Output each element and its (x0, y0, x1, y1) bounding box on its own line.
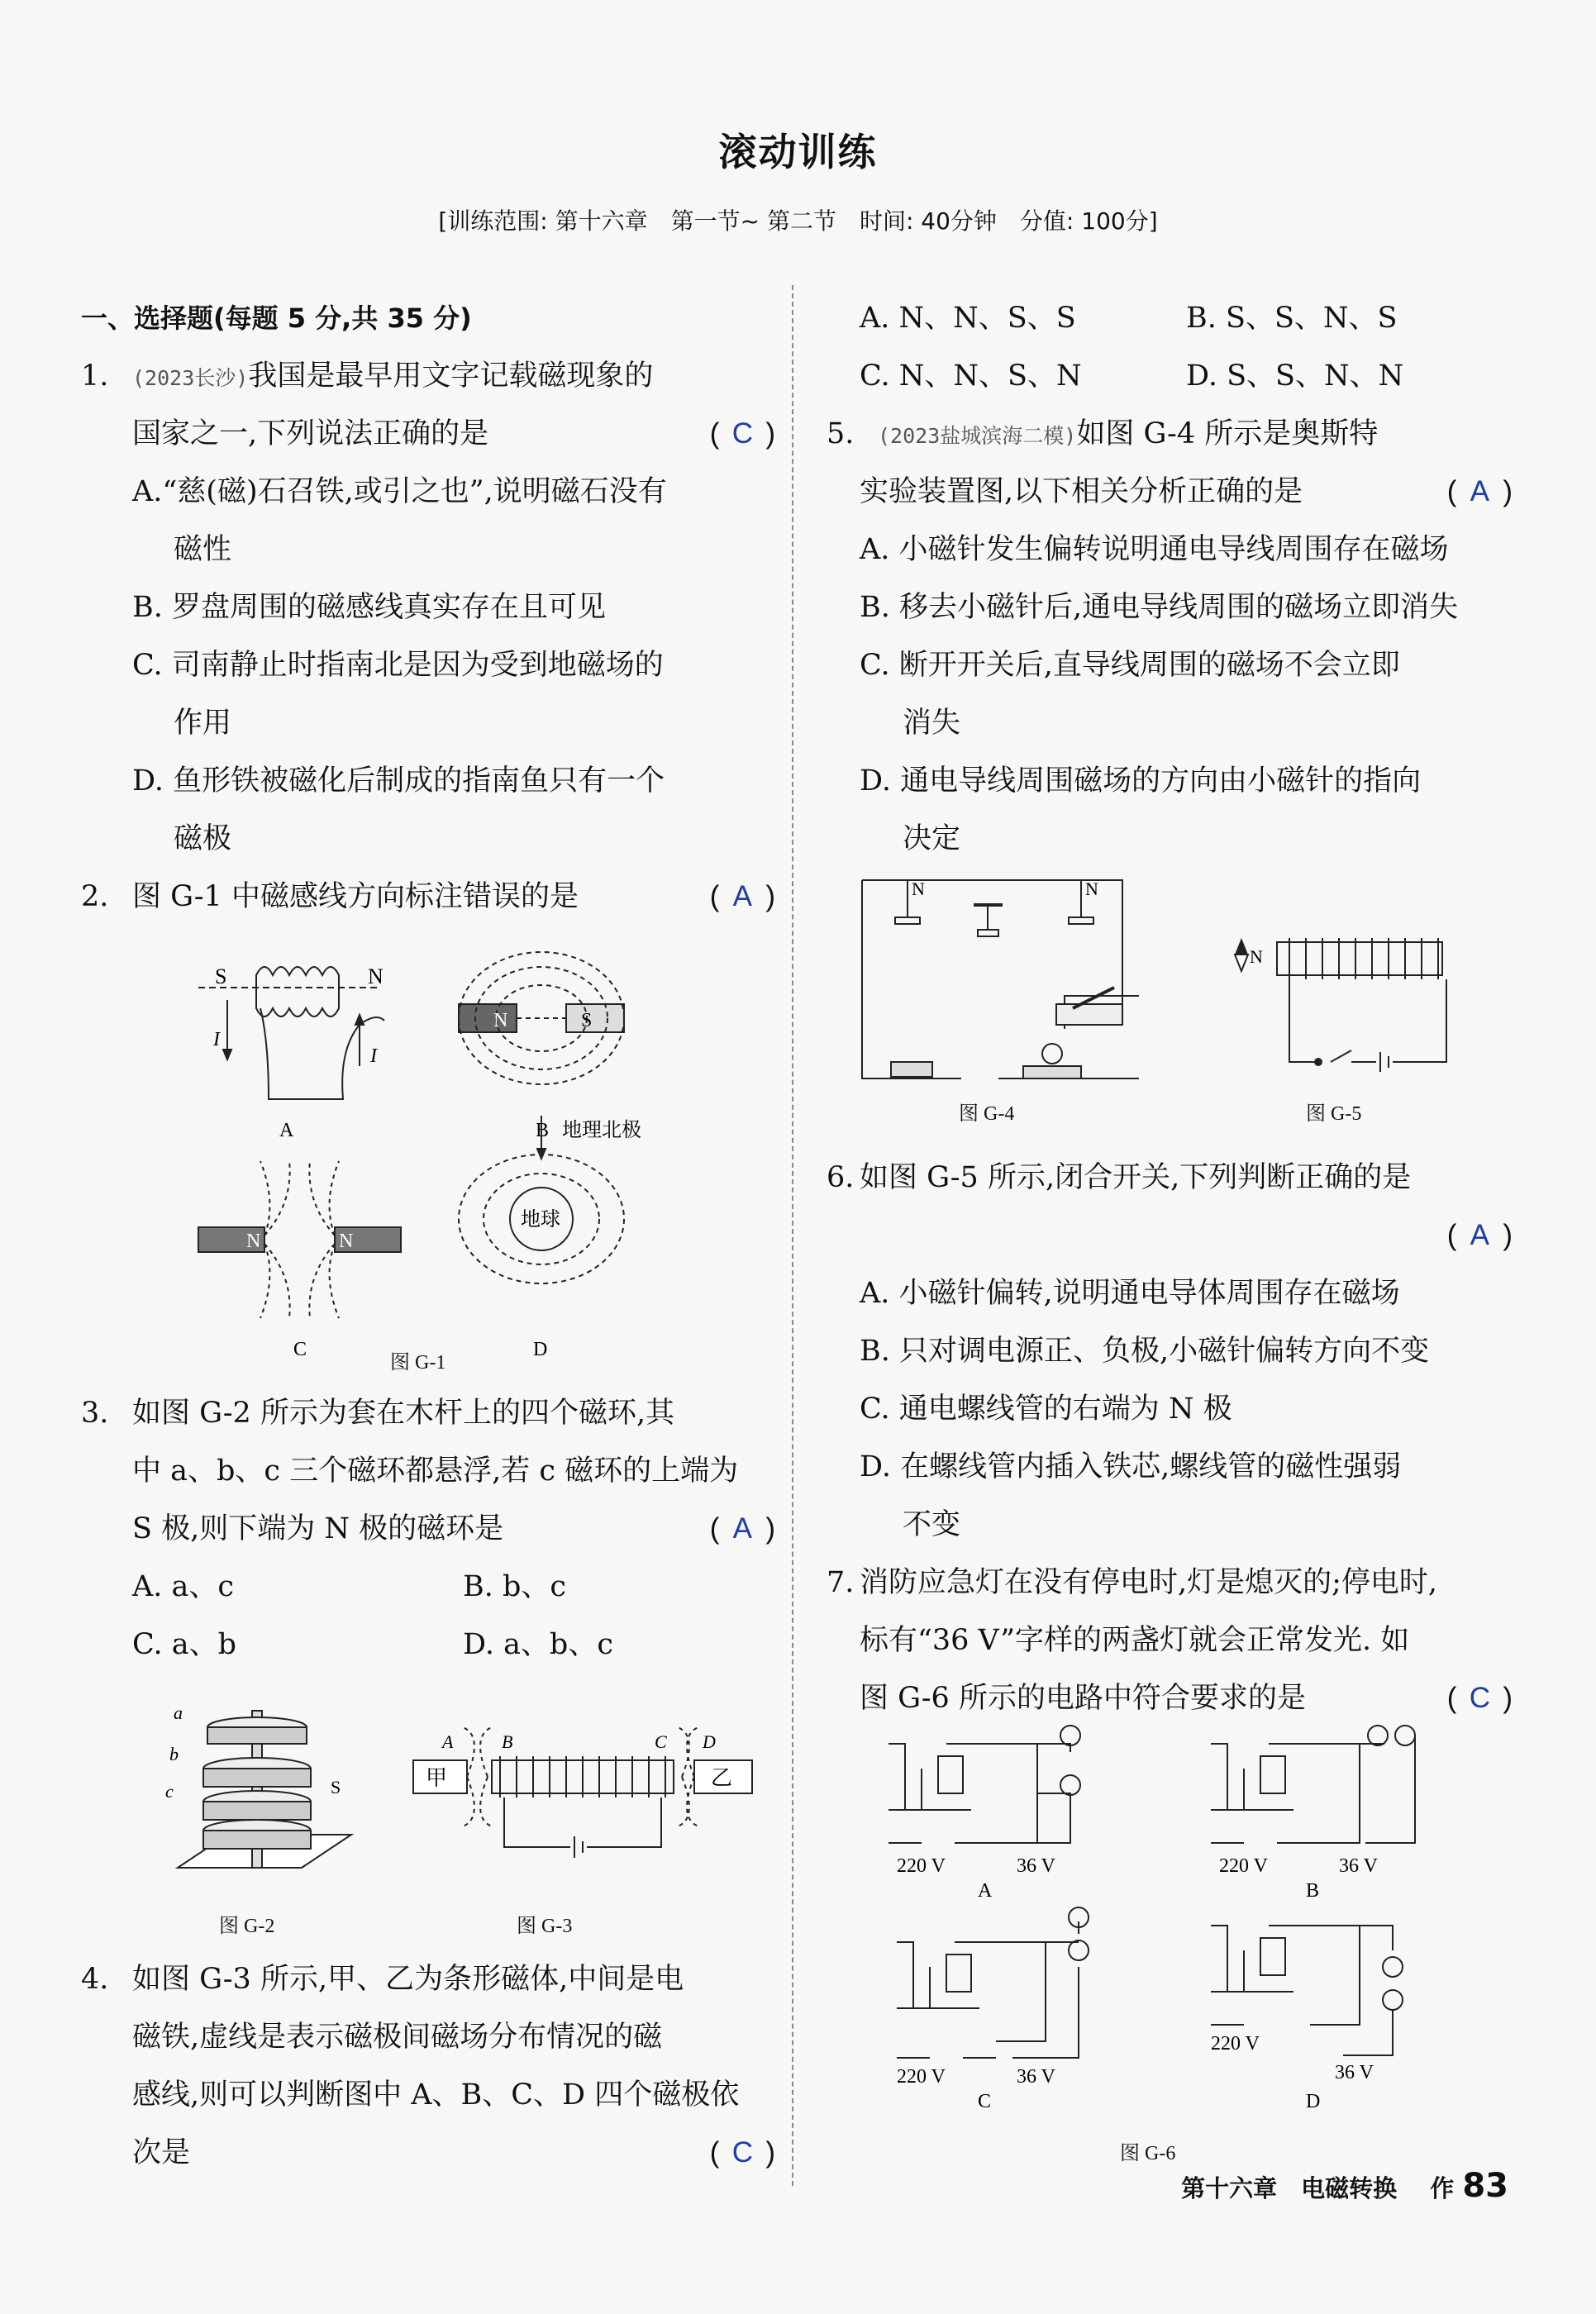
q6-option: B. 只对调电源正、负极,小磁针偏转方向不变 (860, 1335, 1430, 1368)
q4-answer: ( C ) (709, 2136, 775, 2169)
footer-zuo: 作 (1430, 2174, 1455, 2202)
q6-option: D. 在螺线管内插入铁芯,螺线管的磁性强弱 (860, 1450, 1402, 1483)
q5-option: B. 移去小磁针后,通电导线周围的磁场立即消失 (860, 591, 1459, 624)
magnet-rings (178, 1711, 351, 1868)
svg-text:N: N (912, 878, 925, 899)
q7-answer: ( C ) (1446, 1682, 1513, 1714)
q2-answer: ( A ) (709, 880, 775, 912)
figure-g3-drawing (409, 1727, 756, 1893)
q3-line1: 3. 如图 G-2 所示为套在木杆上的四个磁环,其 (81, 1397, 675, 1430)
svg-text:220 V: 220 V (897, 2066, 946, 2088)
page-title: 滚动训练 (718, 130, 878, 174)
page-footer (1181, 2167, 1508, 2205)
q3-option: C. a、b (132, 1628, 237, 1661)
figure-g4-drawing (858, 872, 1139, 1087)
q4-line3: 感线,则可以判断图中 A、B、C、D 四个磁极依 (132, 2078, 740, 2112)
svg-text:A: A (442, 1731, 454, 1752)
q1-option: C. 司南静止时指南北是因为受到地磁场的 (132, 649, 664, 682)
fig-g1-a-s: S (215, 964, 227, 988)
svg-text:220 V: 220 V (1211, 2033, 1260, 2055)
figure-g6 (872, 1719, 1451, 2132)
section-heading: 一、选择题(每题 5 分,共 35 分) (81, 302, 472, 334)
svg-text:I: I (370, 1045, 377, 1067)
q7-line2: 标有“36 V”字样的两盏灯就会正常发光. 如 (860, 1624, 1410, 1657)
svg-text:I: I (213, 1029, 220, 1050)
svg-text:N: N (1250, 946, 1263, 967)
fig-g6-label-b: B (1306, 1880, 1320, 1902)
q6-option: 不变 (903, 1508, 961, 1541)
q5-line1: 5. (2023盐城滨海二模)如图 G-4 所示是奥斯特 (827, 417, 1379, 450)
fig-g1-label-d: D (533, 1339, 548, 1360)
q3-line3: S 极,则下端为 N 极的磁环是 ( A ) (81, 1500, 775, 1558)
fig-g1-label-c: C (293, 1339, 307, 1360)
figure-g6-caption: 图 G-6 (1120, 2143, 1176, 2164)
svg-text:N: N (493, 1010, 508, 1031)
relay-circuit-b (1211, 1726, 1415, 1843)
q4-options-row1 (827, 289, 1513, 347)
q4-line2: 磁铁,虚线是表示磁极间磁场分布情况的磁 (132, 2021, 663, 2054)
figure-g4 (858, 872, 1139, 1087)
q1-line2: 国家之一,下列说法正确的是 ( C ) (81, 405, 775, 463)
fig-g1-c-magnets (198, 1161, 401, 1318)
q6-q7-block (827, 1149, 1513, 1727)
q4-option: D. S、S、N、N (1186, 359, 1404, 393)
q1-source: (2023长沙) (132, 366, 249, 390)
svg-text:36 V: 36 V (1017, 2066, 1055, 2088)
q1-option: D. 鱼形铁被磁化后制成的指南鱼只有一个 (132, 764, 665, 798)
q3-line2: 中 a、b、c 三个磁环都悬浮,若 c 磁环的上端为 (132, 1455, 739, 1488)
q4-option: C. N、N、S、N (860, 359, 1082, 393)
q1-option: 作用 (174, 707, 232, 740)
svg-text:220 V: 220 V (897, 1855, 946, 1877)
svg-text:C: C (655, 1731, 667, 1752)
figure-g1-drawing (182, 950, 711, 1380)
footer-chapter: 第十六章 电磁转换 (1181, 2174, 1398, 2202)
svg-text:B: B (502, 1731, 513, 1752)
svg-text:220 V: 220 V (1219, 1855, 1268, 1877)
q5-option: C. 断开开关后,直导线周围的磁场不会立即 (860, 649, 1400, 682)
q3-option: B. b、c (463, 1570, 566, 1603)
q5-option: A. 小磁针发生偏转说明通电导线周围存在磁场 (860, 533, 1449, 566)
compass-needle-s (1235, 955, 1248, 971)
fig-g6-label-c: C (978, 2091, 992, 2112)
svg-text:N: N (246, 1231, 261, 1252)
svg-text:甲: 甲 (426, 1766, 448, 1790)
q4-option: A. N、N、S、S (860, 302, 1076, 335)
figure-g2-caption: 图 G-2 (219, 1916, 275, 1937)
q5-source: (2023盐城滨海二模) (878, 424, 1077, 448)
figure-g2-drawing (161, 1694, 384, 1901)
q2-line1: 2. 图 G-1 中磁感线方向标注错误的是 ( A ) (81, 868, 775, 926)
q7-line1: 7. 消防应急灯在没有停电时,灯是熄灭的;停电时, (827, 1566, 1438, 1599)
q1-option: A.“慈(磁)石召铁,或引之也”,说明磁石没有 (132, 475, 667, 508)
figure-g1 (182, 950, 711, 1380)
q3-block (81, 1384, 775, 1674)
solenoid-circuit (1277, 938, 1446, 1072)
fig-g6-label-a: A (978, 1880, 993, 1902)
q4-option: B. S、S、N、S (1186, 302, 1398, 335)
relay-circuit-c (897, 1907, 1089, 2058)
svg-text:36 V: 36 V (1339, 1855, 1378, 1877)
q6-option: C. 通电螺线管的右端为 N 极 (860, 1393, 1232, 1426)
q6-answer-line (827, 1207, 1513, 1264)
left-column (81, 289, 775, 926)
relay-circuit-a (889, 1726, 1080, 1843)
svg-text:N: N (339, 1231, 354, 1252)
q6-answer: ( A ) (1446, 1219, 1513, 1251)
q4-line4: 次是 ( C ) (81, 2124, 775, 2182)
training-range: [训练范围: 第十六章 第一节~ 第二节 时间: 40分钟 分值: 100分] (438, 207, 1158, 235)
svg-text:c: c (165, 1781, 174, 1802)
svg-text:a: a (174, 1702, 183, 1723)
figure-g6-drawing (872, 1719, 1451, 2132)
q1-option: 磁性 (174, 533, 232, 566)
q1-number: 1. (81, 359, 109, 393)
q1-option: 磁极 (174, 822, 232, 855)
q6-option: A. 小磁针偏转,说明通电导体周围存在磁场 (860, 1277, 1400, 1310)
electromagnet-setup (413, 1727, 752, 1858)
figure-g5-drawing (1232, 930, 1463, 1078)
q3-option: A. a、c (132, 1570, 234, 1603)
svg-text:36 V: 36 V (1017, 1855, 1055, 1877)
page-number: 83 (1462, 2167, 1508, 2205)
figure-g3-caption: 图 G-3 (517, 1916, 573, 1937)
fig-g1-label-a: A (279, 1120, 294, 1141)
svg-text:b: b (169, 1744, 179, 1764)
fig-g1-b-magnets (459, 952, 624, 1084)
right-column (827, 289, 1513, 868)
q1-line1: 1. (2023长沙)我国是最早用文字记载磁现象的 (81, 347, 775, 405)
svg-text:36 V: 36 V (1335, 2062, 1374, 2083)
fig-g6-label-d: D (1306, 2091, 1321, 2112)
q1-answer: ( C ) (709, 417, 775, 450)
q3-option: D. a、b、c (463, 1628, 613, 1661)
figure-g4-caption: 图 G-4 (959, 1103, 1015, 1125)
q3-options-row1 (81, 1558, 775, 1616)
figure-g1-caption: 图 G-1 (390, 1352, 446, 1374)
q3-options-row2 (81, 1616, 775, 1674)
column-divider (792, 285, 793, 2186)
svg-text:S: S (581, 1010, 593, 1031)
q5-option: 消失 (903, 707, 961, 740)
oersted-apparatus (862, 880, 1139, 1078)
figure-g5 (1232, 930, 1463, 1078)
q3-answer: ( A ) (709, 1512, 775, 1545)
q5-line2: 实验装置图,以下相关分析正确的是 ( A ) (827, 463, 1513, 521)
fig-g1-label-b: B (536, 1120, 550, 1141)
fig-g1-earth: 地球 (521, 1209, 560, 1231)
q4-options-row2 (827, 347, 1513, 405)
q7-line3: 图 G-6 所示的电路中符合要求的是 ( C ) (827, 1669, 1513, 1727)
figure-g3 (409, 1727, 756, 1893)
q5-option: 决定 (903, 822, 961, 855)
q4-line1: 4. 如图 G-3 所示,甲、乙为条形磁体,中间是电 (81, 1963, 684, 1996)
svg-text:S: S (331, 1777, 341, 1797)
fig-g1-a-n: N (368, 964, 384, 988)
fig-g1-north: 地理北极 (562, 1120, 641, 1141)
compass-needle-n (1235, 938, 1248, 955)
svg-text:D: D (703, 1731, 716, 1752)
svg-text:N: N (1085, 878, 1098, 899)
svg-text:乙: 乙 (711, 1766, 733, 1790)
q5-option: D. 通电导线周围磁场的方向由小磁针的指向 (860, 764, 1422, 798)
q4-block (81, 1950, 775, 2182)
q1-option: B. 罗盘周围的磁感线真实存在且可见 (132, 591, 606, 624)
figure-g5-caption: 图 G-5 (1306, 1103, 1362, 1125)
figure-g2 (161, 1694, 384, 1901)
q6-line1: 6. 如图 G-5 所示,闭合开关,下列判断正确的是 (827, 1161, 1412, 1194)
q5-answer: ( A ) (1446, 475, 1513, 507)
